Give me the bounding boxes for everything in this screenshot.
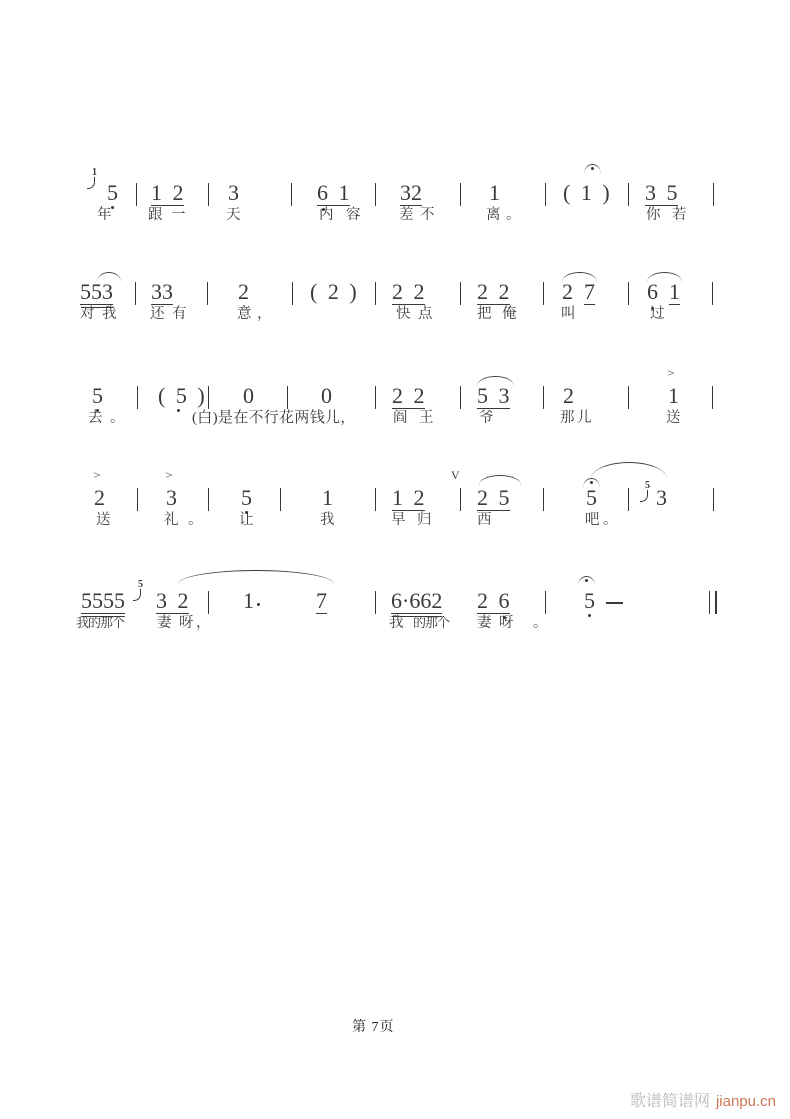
note: 2 6 <box>477 588 510 613</box>
lyric: 点 <box>418 306 433 322</box>
watermark <box>630 1088 776 1111</box>
score-line <box>0 579 790 651</box>
lyric: 送 <box>666 410 681 426</box>
lyric: 王 <box>419 410 434 426</box>
lyric: 阎 <box>393 410 408 426</box>
lyric: 。 <box>188 512 203 528</box>
lyric: 你 <box>646 207 661 223</box>
barline <box>207 282 208 305</box>
fermata-icon <box>583 478 600 488</box>
note: 0 <box>321 383 332 408</box>
note: ( 5 ) <box>158 383 205 408</box>
score-line <box>0 167 790 243</box>
note: 0 <box>243 383 254 408</box>
note: 5 <box>107 180 118 205</box>
page-number: 第 7页 <box>352 1020 395 1035</box>
octave-dot <box>177 409 180 412</box>
note: 1 <box>489 180 500 205</box>
note: 2 <box>238 279 249 304</box>
accent-mark: > <box>93 470 101 482</box>
barline <box>543 488 544 511</box>
note: 3 <box>656 485 667 510</box>
lyric: 离 <box>486 207 501 223</box>
score-line <box>0 368 790 446</box>
note: 7 <box>316 588 327 613</box>
slur-tie <box>97 272 121 282</box>
lyric: 妻 <box>477 615 492 631</box>
grace-note-digit: 1 <box>92 167 97 178</box>
lyric: 快 <box>396 306 411 322</box>
note: 2 2 <box>477 279 510 304</box>
barline <box>375 183 376 206</box>
grace-hook-icon <box>87 177 95 189</box>
lyric: 我 <box>320 512 335 528</box>
barline <box>460 488 461 511</box>
note: 1 <box>669 279 680 304</box>
lyric: 的那个 <box>413 615 450 630</box>
accent-mark: > <box>667 368 675 380</box>
score-line <box>0 270 790 342</box>
barline <box>208 488 209 511</box>
barline <box>292 282 293 305</box>
lyric: 过 <box>650 306 665 322</box>
barline <box>136 183 137 206</box>
lyric: 内 <box>319 207 334 223</box>
score-line <box>0 468 790 548</box>
note: ( 2 ) <box>310 279 357 304</box>
note: 1 <box>243 588 254 613</box>
lyric: 早 <box>391 512 406 528</box>
watermark-site-url[interactable]: jianpu.cn <box>715 1093 776 1110</box>
octave-dot <box>588 614 591 617</box>
lyric: 差 <box>399 207 414 223</box>
barline <box>712 282 713 305</box>
lyric: 意 <box>237 306 252 322</box>
watermark-site-name: 歌谱简谱网 <box>629 1093 710 1110</box>
barline <box>375 386 376 409</box>
lyric: 有 <box>172 306 187 322</box>
note: 2 2 <box>392 383 425 408</box>
barline <box>137 488 138 511</box>
barline <box>543 282 544 305</box>
spoken-text: (白)是在不行花两钱儿， <box>192 410 356 426</box>
barline <box>375 282 376 305</box>
lyric: ， <box>196 615 211 631</box>
note: 3 2 <box>156 588 189 613</box>
grace-note <box>132 581 147 603</box>
barline <box>208 591 209 614</box>
barline <box>208 386 209 409</box>
barline <box>713 488 714 511</box>
note: 6·662 <box>391 588 443 613</box>
note: 2 <box>94 485 105 510</box>
slur-tie <box>591 462 667 479</box>
lyric: 那 <box>560 410 575 426</box>
lyric: 俺 <box>502 306 517 322</box>
barline <box>543 386 544 409</box>
lyric: 呀 <box>179 615 194 631</box>
lyric: 年 <box>97 207 112 223</box>
note: 6 1 <box>317 180 350 205</box>
accent-mark: > <box>165 470 173 482</box>
note: 6 <box>647 279 658 304</box>
lyric: 天 <box>226 207 241 223</box>
fermata-icon <box>584 164 601 174</box>
grace-note-digit: 5 <box>138 579 143 590</box>
barline <box>375 591 376 614</box>
note: 3 <box>228 180 239 205</box>
duration-dash <box>606 602 623 604</box>
lyric: 爷 <box>479 410 494 426</box>
grace-hook-icon <box>640 490 648 502</box>
note: ( 1 ) <box>563 180 610 205</box>
lyric: 我的那个 <box>76 615 125 630</box>
lyric: 我 <box>389 615 404 631</box>
barline <box>545 591 546 614</box>
grace-note-digit: 5 <box>645 480 650 491</box>
barline <box>137 386 138 409</box>
lyric: 跟 <box>148 207 163 223</box>
lyric: 还 <box>150 306 165 322</box>
note: 1 2 <box>392 485 425 510</box>
note: 5 <box>586 485 597 510</box>
lyric: 儿 <box>577 410 592 426</box>
note: 33 <box>151 279 173 304</box>
note: 5 3 <box>477 383 510 408</box>
note: 5 <box>584 588 595 613</box>
lyric: 对 <box>80 306 95 322</box>
note: 2 2 <box>392 279 425 304</box>
lyric: 送 <box>96 512 111 528</box>
lyric: 容 <box>346 207 361 223</box>
note: 5 <box>92 383 103 408</box>
slur-tie <box>562 272 597 282</box>
lyric: 把 <box>477 306 492 322</box>
barline <box>460 282 461 305</box>
lyric: 西 <box>477 512 492 528</box>
grace-hook-icon <box>133 589 141 601</box>
lyric: 叫 <box>561 306 576 322</box>
barline <box>280 488 281 511</box>
lyric: 去 <box>88 410 103 426</box>
barline <box>460 386 461 409</box>
barline <box>460 183 461 206</box>
lyric: ， <box>257 306 272 322</box>
fermata-icon <box>578 576 595 586</box>
note: 7 <box>584 279 595 304</box>
barline <box>628 488 629 511</box>
barline <box>628 282 629 305</box>
lyric: 归 <box>417 512 432 528</box>
note: 5555 <box>81 588 125 613</box>
note: 3 <box>166 485 177 510</box>
slur-tie <box>479 475 521 485</box>
octave-dot <box>257 603 260 606</box>
lyric: 。 <box>533 615 548 631</box>
grace-note <box>86 169 101 191</box>
barline <box>545 183 546 206</box>
lyric: 礼 <box>164 512 179 528</box>
note: 1 <box>668 383 679 408</box>
note: 5 <box>241 485 252 510</box>
barline <box>712 386 713 409</box>
lyric: 妻 <box>157 615 172 631</box>
slur-tie <box>647 272 682 282</box>
final-barline <box>709 591 717 614</box>
note: 2 <box>562 279 573 304</box>
note: 553 <box>80 279 113 304</box>
barline <box>375 488 376 511</box>
lyric: 若 <box>672 207 687 223</box>
grace-note <box>639 482 654 504</box>
lyric: 让 <box>239 512 254 528</box>
barline <box>713 183 714 206</box>
note: 3 5 <box>645 180 678 205</box>
lyric: 。 <box>603 512 618 528</box>
lyric: 一 <box>171 207 186 223</box>
note: 2 5 <box>477 485 510 510</box>
barline <box>628 183 629 206</box>
note: 32 <box>400 180 422 205</box>
note: 1 <box>322 485 333 510</box>
barline <box>628 386 629 409</box>
barline <box>287 386 288 409</box>
lyric: 。 <box>506 207 521 223</box>
slur-tie <box>178 570 334 584</box>
note: 1 2 <box>151 180 184 205</box>
lyric: 我 <box>102 306 117 322</box>
barline <box>135 282 136 305</box>
breath-mark: V <box>451 468 460 482</box>
lyric: 吧 <box>585 512 600 528</box>
slur-tie <box>477 376 514 386</box>
note: 2 <box>563 383 574 408</box>
barline <box>208 183 209 206</box>
lyric: 。 <box>110 410 125 426</box>
lyric: 不 <box>420 207 435 223</box>
lyric: 呀 <box>499 615 514 631</box>
barline <box>291 183 292 206</box>
